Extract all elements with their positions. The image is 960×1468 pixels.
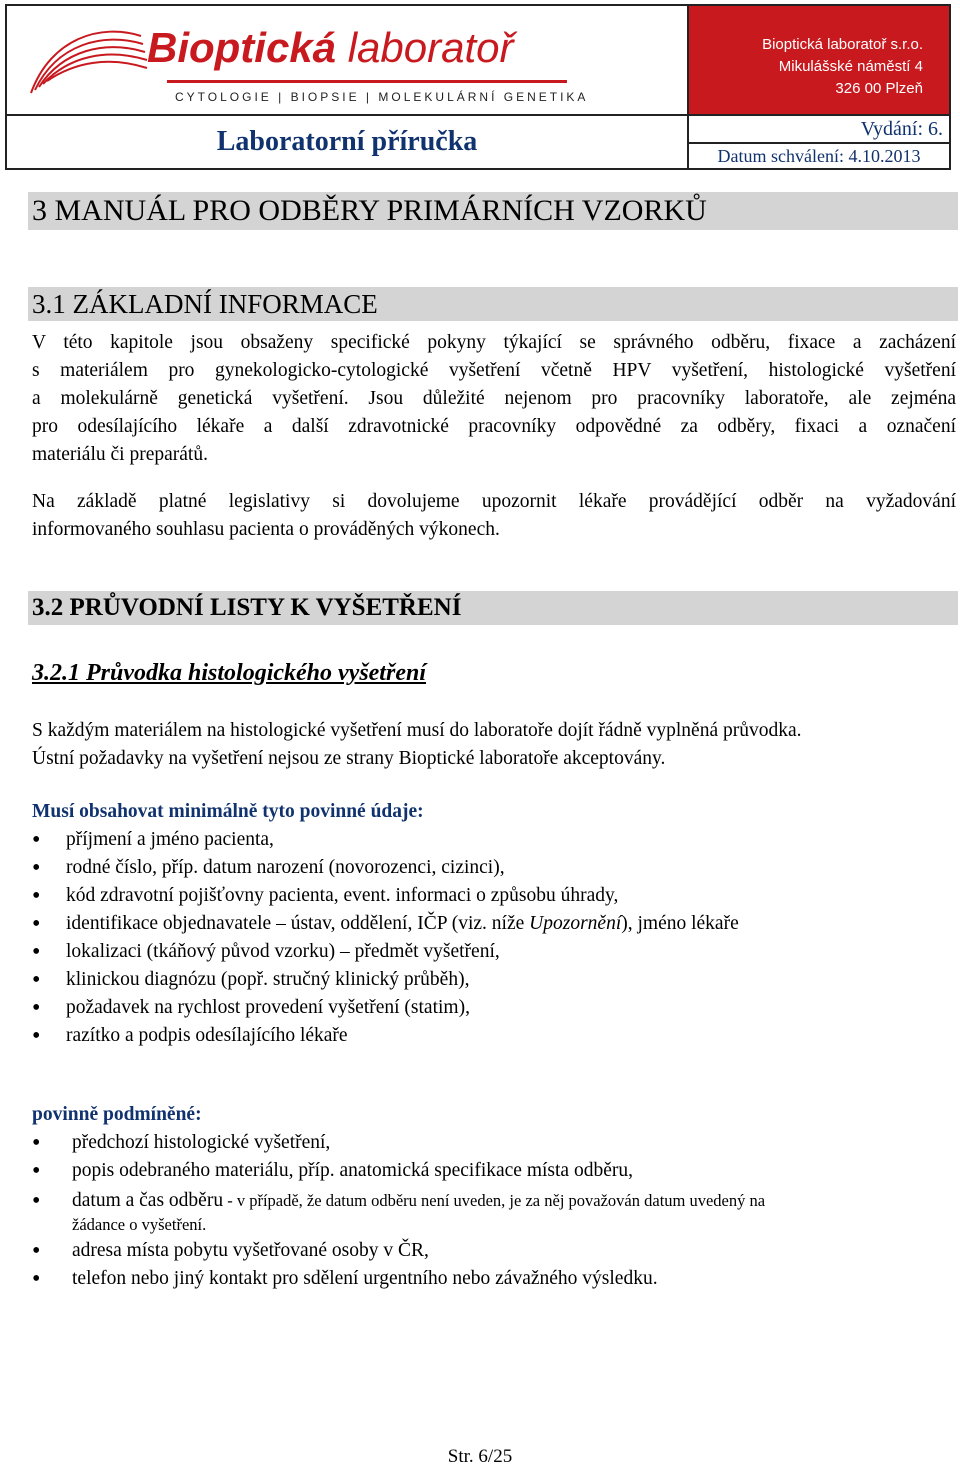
- text-line: s materiálem pro gynekologicko-cytologické vyšetření včetně HPV vyšetření, histologické vyšetření: [32, 360, 956, 381]
- list-item: • adresa místa pobytu vyšetřované osoby v ČR,: [32, 1237, 765, 1265]
- text-line: informovaného souhlasu pacienta o prováděných výkonech.: [32, 519, 500, 540]
- company-address-block: [689, 6, 949, 114]
- approval-date: Datum schválení: 4.10.2013: [717, 146, 921, 166]
- chapter-title: 3 MANUÁL PRO ODBĚRY PRIMÁRNÍCH VZORKŮ: [32, 194, 707, 227]
- text-line: S každým materiálem na histologické vyšetření musí do laboratoře dojít řádně vyplněná průvodka.: [32, 720, 802, 741]
- list-item: • požadavek na rychlost provedení vyšetření (statim),: [32, 994, 739, 1022]
- list-item: • identifikace objednavatele – ústav, oddělení, IČP (viz. níže Upozornění), jméno lékaře: [32, 910, 739, 938]
- list-item: • popis odebraného materiálu, příp. anatomická specifikace místa odběru,: [32, 1157, 765, 1185]
- list-item: • lokalizaci (tkáňový původ vzorku) – předmět vyšetření,: [32, 938, 739, 966]
- text-line: a molekulárně genetická vyšetření. Jsou důležité nejenom pro pracovníky laboratoře, ale zejména: [32, 388, 956, 409]
- text-line: pro odesílajícího lékaře a další zdravotnické pracovníky odpovědné za odběry, fixaci a označení: [32, 416, 956, 437]
- subsection-title-3-2-1: 3.2.1 Průvodka histologického vyšetření: [32, 660, 426, 686]
- company-city: 326 00 Plzeň: [835, 80, 923, 97]
- section-heading-bar: [28, 287, 958, 321]
- conditional-heading: povinně podmíněné:: [32, 1104, 202, 1125]
- logo-underline: [167, 80, 567, 83]
- list-item: • předchozí histologické vyšetření,: [32, 1129, 765, 1157]
- list-item: • klinickou diagnózu (popř. stručný klinický průběh),: [32, 966, 739, 994]
- list-item: • razítko a podpis odesílajícího lékaře: [32, 1022, 739, 1050]
- list-item: • příjmení a jméno pacienta,: [32, 826, 739, 854]
- list-item: • telefon nebo jiný kontakt pro sdělení urgentního nebo závažného výsledku.: [32, 1265, 765, 1293]
- mandatory-heading: Musí obsahovat minimálně tyto povinné údaje:: [32, 801, 424, 822]
- text-line: materiálu či preparátů.: [32, 444, 208, 465]
- intro-paragraph: [32, 329, 956, 469]
- chapter-heading-bar: [28, 192, 958, 230]
- logo: [7, 6, 687, 114]
- issue-number: Vydání: 6.: [860, 118, 943, 140]
- section-heading-bar: [28, 591, 958, 625]
- mandatory-list: [32, 826, 739, 1050]
- section-title-3-2: 3.2 PRŮVODNÍ LISTY K VYŠETŘENÍ: [32, 594, 462, 621]
- list-item: • rodné číslo, příp. datum narození (novorozenci, cizinci),: [32, 854, 739, 882]
- logo-swoosh-icon: [21, 18, 151, 108]
- text-line: Na základě platné legislativy si dovolujeme upozornit lékaře provádějící odběr na vyžadování: [32, 491, 956, 512]
- legislation-paragraph: [32, 488, 956, 544]
- text-line: Ústní požadavky na vyšetření nejsou ze strany Bioptické laboratoře akceptovány.: [32, 748, 666, 769]
- conditional-list: [32, 1129, 765, 1293]
- company-street: Mikulášské náměstí 4: [778, 58, 923, 75]
- list-item: • kód zdravotní pojišťovny pacienta, event. informaci o způsobu úhrady,: [32, 882, 739, 910]
- page-number: Str. 6/25: [447, 1446, 513, 1467]
- manual-title: Laboratorní příručka: [216, 126, 478, 157]
- section-title-3-1: 3.1 ZÁKLADNÍ INFORMACE: [32, 289, 378, 319]
- text-line: V této kapitole jsou obsaženy specifické pokyny týkající se správného odběru, fixace a zacházení: [32, 332, 956, 353]
- document-header: [5, 4, 951, 170]
- company-name: Bioptická laboratoř s.r.o.: [762, 36, 923, 53]
- logo-subtitle: CYTOLOGIE | BIOPSIE | MOLEKULÁRNÍ GENETIKA: [175, 90, 589, 104]
- subsection-intro: [32, 717, 956, 773]
- list-item: • datum a čas odběru - v případě, že datum odběru není uveden, je za něj považován datum uvedený na žádance o vyšetření.: [32, 1185, 765, 1237]
- logo-wordmark: Bioptická laboratoř: [147, 24, 514, 71]
